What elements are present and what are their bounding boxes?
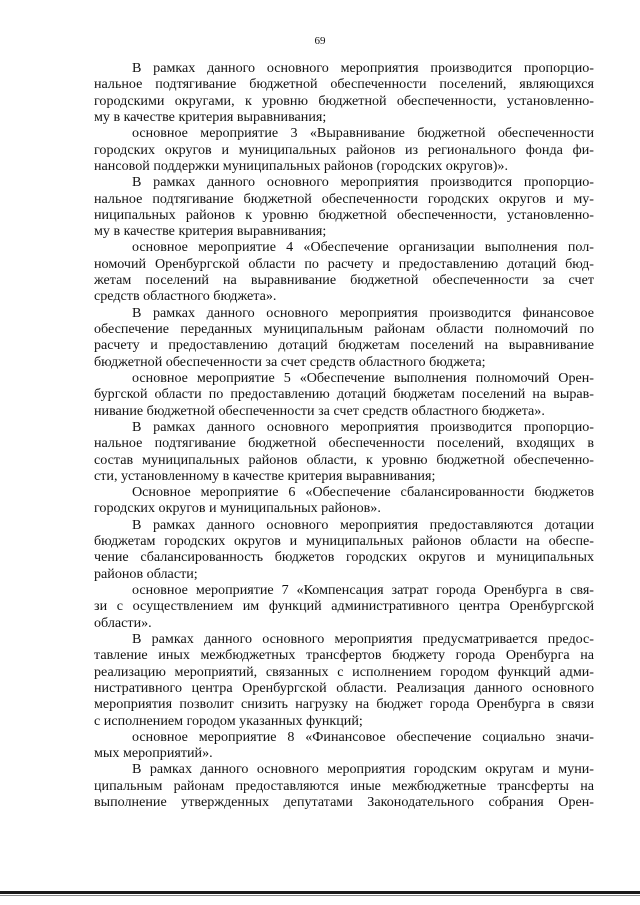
text-line: основное мероприятие 4 «Обеспечение организации выполнения пол- [132,239,594,256]
page-number: 69 [314,35,326,47]
text-line: В рамках данного основного мероприятия производится пропорцио- [132,60,594,76]
text-line: нивание бюджетной обеспеченности за счет средств областного бюджета». [94,402,545,419]
text-line: городских округов и муниципальных районов из регионального фонда фи- [94,141,594,158]
text-line: нистративного центра Оренбургской области. Реализация данного основного [94,679,594,696]
text-line: ципальным районам предоставляются иные межбюджетные трансферты на [94,777,594,794]
text-line: нальное подтягивание бюджетной обеспеченности городских округов и му- [94,190,594,207]
text-line: Основное мероприятие 6 «Обеспечение сбалансированности бюджетов [132,484,594,501]
text-line: нансовой поддержки муниципальных районов (городских округов)». [94,157,508,174]
text-line: В рамках данного основного мероприятия предоставляются дотации [132,516,594,533]
text-line: В рамках данного основного мероприятия предусматривается предос- [132,630,594,647]
text-line: с исполнением городом указанных функций; [94,712,363,729]
text-line: чение сбалансированность бюджетов городских округов и муниципальных [94,549,594,566]
text-line: бюджетной обеспеченности за счет средств областного бюджета; [94,353,486,370]
text-line: основное мероприятие 7 «Компенсация затрат города Оренбурга в свя- [132,582,594,598]
text-line: мероприятия позволит снизить нагрузку на бюджет города Оренбурга в связи [94,696,594,713]
text-line: основное мероприятие 3 «Выравнивание бюджетной обеспеченности [132,125,594,142]
text-line: обеспечение переданных муниципальным районам области полномочий по [94,321,594,337]
text-line: основное мероприятие 8 «Финансовое обеспечение социально значи- [132,728,594,745]
text-line: области». [94,614,152,631]
text-line: бургской области по предоставлению дотаций бюджетам поселений на вырав- [94,386,594,403]
text-line: выполнение утвержденных депутатами Законодательного собрания Орен- [94,794,594,811]
text-line: бюджетам городских округов и муниципальных районов области на обеспе- [94,533,594,550]
text-line: му в качестве критерия выравнивания; [94,223,327,240]
text-line: В рамках данного основного мероприятия городским округам и муни- [132,761,594,778]
text-line: сти, установленному в качестве критерия выравнивания; [94,467,436,484]
text-line: средств областного бюджета». [94,288,277,305]
text-line: мых мероприятий». [94,745,213,762]
text-line: расчету и предоставлению дотаций бюджетам поселений на выравнивание [94,337,594,354]
text-line: зи с осуществлением им функций административного центра Оренбургской [94,598,594,615]
page-bottom-border-shadow [0,895,640,896]
text-line: ниципальных районов к уровню бюджетной обеспеченности, установленно- [94,206,594,223]
text-line: районов области; [94,565,198,582]
text-line: В рамках данного основного мероприятия производится пропорцио- [132,418,594,435]
text-line: му в качестве критерия выравнивания; [94,108,327,125]
text-line: тавление иных межбюджетных трансфертов бюджету города Оренбурга на [94,647,594,664]
text-line: городскими округами, к уровню бюджетной обеспеченности, установленно- [94,92,594,109]
text-line: основное мероприятие 5 «Обеспечение выполнения полномочий Орен- [132,369,594,386]
text-line: нальное подтягивание бюджетной обеспеченности поселений, являющихся [94,76,594,93]
text-line: В рамках данного основного мероприятия производится финансовое [132,304,594,321]
text-line: нальное подтягивание бюджетной обеспеченности поселений, входящих в [94,435,594,452]
text-line: городских округов и муниципальных районов». [94,500,381,517]
document-body [94,60,594,810]
text-line: состав муниципальных районов области, к уровню бюджетной обеспеченно- [94,451,594,468]
page-bottom-border [0,891,640,894]
text-line: номочий Оренбургской области по расчету и предоставлению дотаций бюд- [94,255,594,272]
text-line: В рамках данного основного мероприятия производится пропорцио- [132,174,594,191]
text-line: жетам поселений на выравнивание бюджетной обеспеченности за счет [94,272,594,289]
text-line: реализацию мероприятий, связанных с исполнением городом функций адми- [94,663,594,680]
